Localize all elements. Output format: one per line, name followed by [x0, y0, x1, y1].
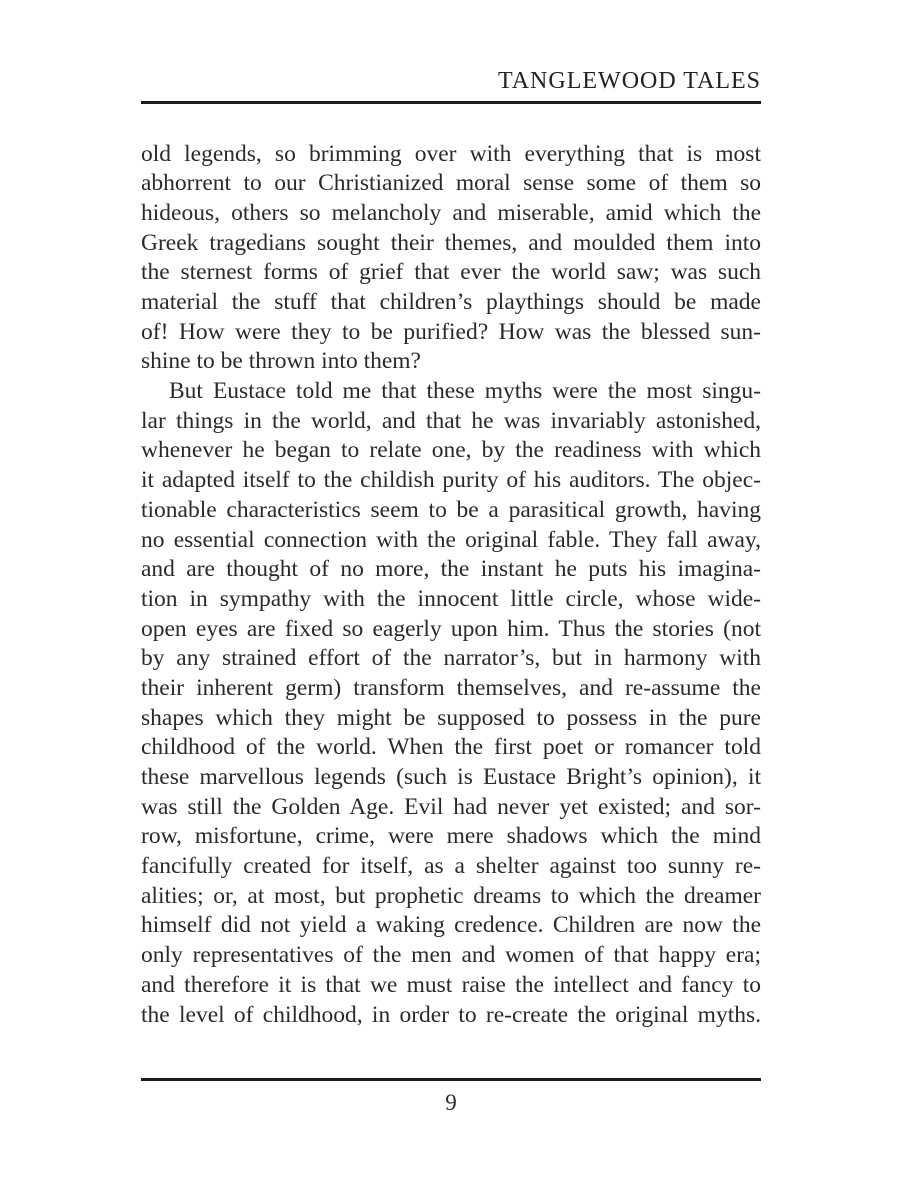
- text-line: open eyes are fixed so eagerly upon him. Thus the stories (not: [141, 615, 761, 642]
- text-line: hideous, others so melancholy and miserable, amid which the: [141, 199, 761, 226]
- text-line: lar things in the world, and that he was invariably astonished,: [141, 407, 761, 434]
- text-line: row, misfortune, crime, were mere shadows which the mind: [141, 823, 761, 850]
- text-line: alities; or, at most, but prophetic dreams to which the dreamer: [141, 882, 761, 909]
- text-column: [141, 0, 761, 1116]
- footer-rule: [141, 1078, 761, 1081]
- text-line: abhorrent to our Christianized moral sense some of them so: [141, 170, 761, 197]
- text-line: shine to be thrown into them?: [141, 348, 421, 375]
- text-line: whenever he began to relate one, by the readiness with which: [141, 437, 761, 464]
- text-line: was still the Golden Age. Evil had never yet existed; and sor-: [141, 793, 761, 820]
- text-line: the sternest forms of grief that ever the world saw; was such: [141, 259, 761, 286]
- text-line: no essential connection with the original fable. They fall away,: [141, 526, 761, 553]
- text-line: by any strained effort of the narrator’s, but in harmony with: [141, 645, 761, 672]
- text-line: tion in sympathy with the innocent little circle, whose wide-: [141, 585, 761, 612]
- text-line: childhood of the world. When the first poet or romancer told: [141, 734, 761, 761]
- text-line: shapes which they might be supposed to possess in the pure: [141, 704, 761, 731]
- text-line: Greek tragedians sought their themes, and moulded them into: [141, 229, 761, 256]
- running-header-title: TANGLEWOOD TALES: [497, 68, 761, 94]
- page-footer: [141, 1078, 761, 1116]
- page-number: 9: [445, 1090, 457, 1116]
- text-line: and are thought of no more, the instant he puts his imagina-: [141, 556, 761, 583]
- text-line: it adapted itself to the childish purity of his auditors. The objec-: [141, 467, 761, 494]
- running-header: [141, 68, 761, 104]
- text-line: material the stuff that children’s playthings should be made: [141, 289, 761, 316]
- text-line: the level of childhood, in order to re-create the original myths.: [141, 1001, 761, 1028]
- paragraph: [141, 377, 761, 1030]
- text-line: only representatives of the men and women of that happy era;: [141, 942, 761, 969]
- text-line: But Eustace told me that these myths were the most singu-: [169, 378, 761, 405]
- text-line: their inherent germ) transform themselves, and re-assume the: [141, 674, 761, 701]
- text-line: and therefore it is that we must raise the intellect and fancy to: [141, 971, 761, 998]
- text-line: of! How were they to be purified? How was the blessed sun-: [141, 318, 761, 345]
- text-line: fancifully created for itself, as a shelter against too sunny re-: [141, 853, 761, 880]
- paragraph: [141, 140, 761, 378]
- text-line: these marvellous legends (such is Eustace Bright’s opinion), it: [141, 764, 761, 791]
- page-body: [141, 140, 761, 1031]
- text-line: himself did not yield a waking credence. Children are now the: [141, 912, 761, 939]
- text-line: old legends, so brimming over with everything that is most: [141, 140, 761, 167]
- text-line: tionable characteristics seem to be a parasitical growth, having: [141, 496, 761, 523]
